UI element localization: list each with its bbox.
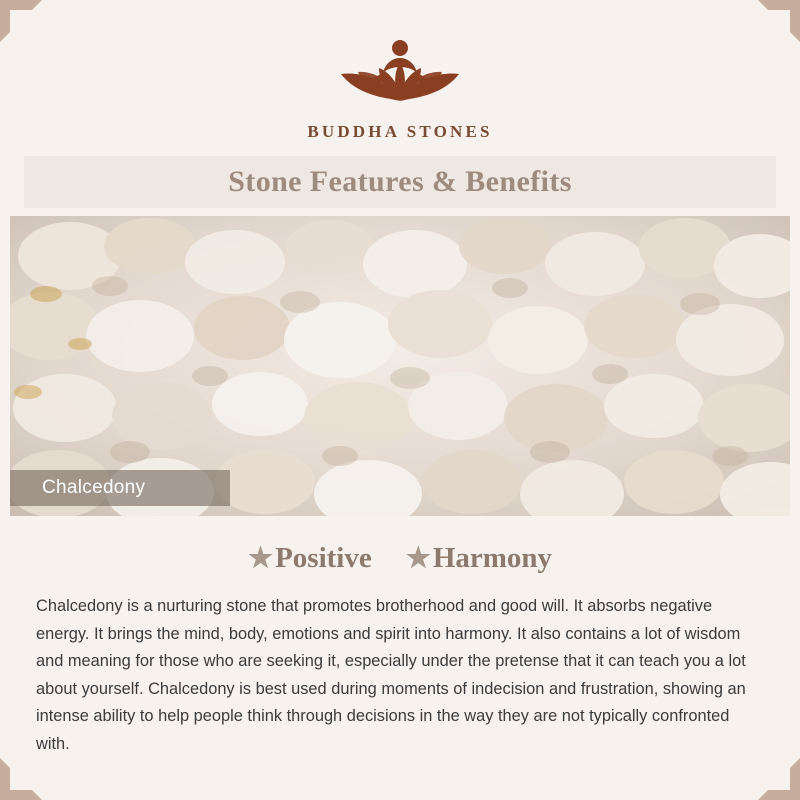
benefit-label: Harmony bbox=[432, 542, 553, 574]
stone-photo bbox=[10, 216, 790, 516]
page-title: Stone Features & Benefits bbox=[228, 165, 572, 198]
benefits-row bbox=[10, 542, 790, 575]
benefit-label: Positive bbox=[275, 542, 372, 574]
star-icon: ★ bbox=[405, 542, 431, 574]
brand-header bbox=[10, 10, 790, 142]
benefit-item bbox=[248, 542, 372, 575]
stone-name-caption: Chalcedony bbox=[10, 470, 230, 506]
benefit-item bbox=[406, 542, 552, 575]
lotus-meditation-icon bbox=[315, 28, 485, 116]
star-icon: ★ bbox=[247, 542, 274, 574]
poster-inner bbox=[10, 10, 790, 790]
title-banner bbox=[10, 156, 790, 208]
stone-description: Chalcedony is a nurturing stone that promotes brotherhood and good will. It absorbs negative energy. It brings the mind, body, emotions and spirit into harmony. It also contains a lot of wisdom and meaning for those who are seeking it, especially under the pretense that it can teach you a lot about yourself. Chalcedony is best used during moments of indecision and frustration, showing an intense ability to help people think through decisions in the way they are not typically confronted with. bbox=[36, 597, 746, 753]
brand-name: BUDDHA STONES bbox=[307, 122, 493, 141]
